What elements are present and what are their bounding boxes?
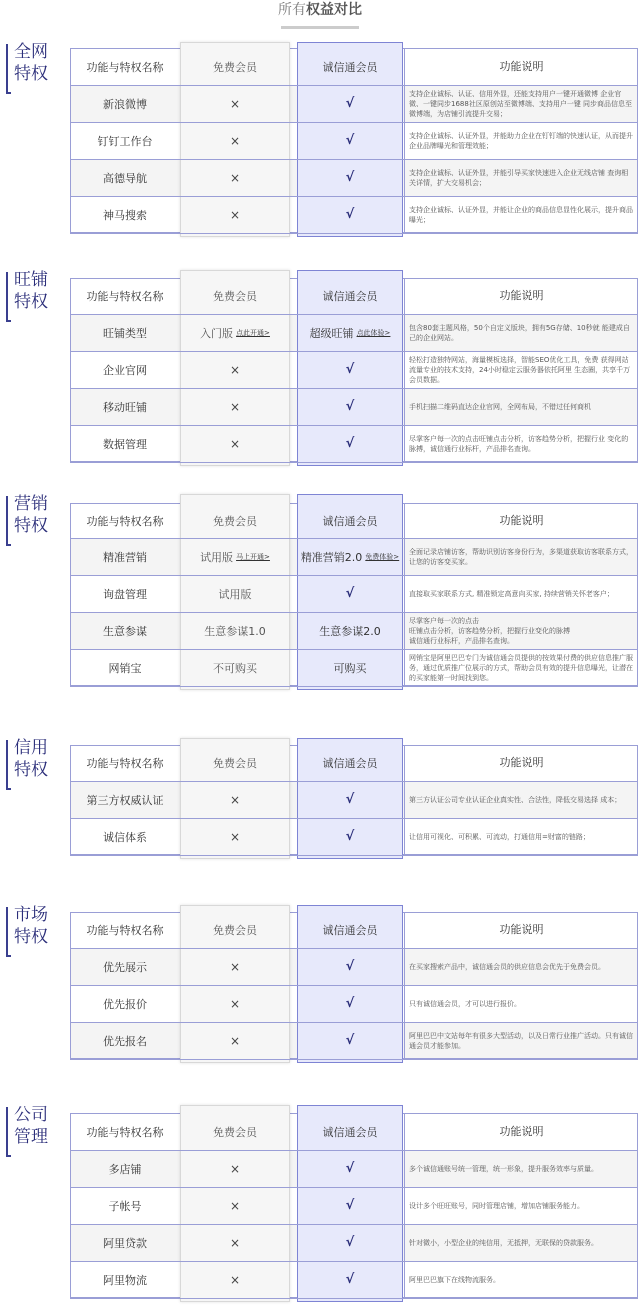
vip-cell bbox=[297, 649, 403, 686]
free-link[interactable]: 马上开通> bbox=[236, 552, 270, 561]
check-mark: √ bbox=[345, 829, 355, 844]
check-mark: √ bbox=[345, 362, 355, 377]
section-label-line1: 全网 bbox=[14, 42, 48, 62]
check-mark: √ bbox=[345, 170, 355, 185]
section-label bbox=[6, 270, 54, 324]
section-label-line2: 特权 bbox=[14, 64, 48, 84]
table-row bbox=[70, 948, 638, 985]
free-value: 入门版 bbox=[200, 326, 234, 340]
cross-mark: × bbox=[229, 436, 241, 451]
feature-name: 优先展示 bbox=[103, 960, 147, 974]
section-label bbox=[6, 42, 54, 96]
label-bracket bbox=[6, 907, 11, 957]
free-cell bbox=[180, 538, 290, 575]
feature-description: 尽掌客户每一次的点击旺铺点击分析，访客趋势分析，把握行业 变化的脉搏，诚信通行业标杆，产品排名查询。 bbox=[409, 434, 629, 453]
feature-name: 第三方权威认证 bbox=[86, 793, 164, 807]
vip-cell bbox=[297, 1150, 403, 1187]
table-row bbox=[70, 1150, 638, 1187]
check-mark: √ bbox=[345, 399, 355, 414]
feature-name: 精准营销 bbox=[103, 550, 147, 564]
vip-cell bbox=[297, 948, 403, 985]
header-free: 免费会员 bbox=[213, 757, 257, 770]
vip-cell bbox=[297, 159, 403, 196]
header-vip: 诚信通会员 bbox=[322, 1125, 378, 1139]
check-mark: √ bbox=[345, 1161, 355, 1176]
vip-value: 生意参谋2.0 bbox=[319, 624, 381, 638]
check-mark: √ bbox=[345, 586, 355, 601]
feature-name: 询盘管理 bbox=[103, 587, 147, 601]
feature-description: 包含80套主题风格，50个自定义版块，拥有5G存储、10秒就 能建成自己的企业网站。 bbox=[409, 323, 630, 342]
feature-description: 多个诚信通账号统一管理，统一形象，提升服务效率与质量。 bbox=[409, 1164, 598, 1173]
free-cell bbox=[180, 1187, 290, 1224]
free-cell bbox=[180, 314, 290, 351]
table-row bbox=[70, 1224, 638, 1261]
header-free: 免费会员 bbox=[213, 60, 257, 74]
page-title bbox=[0, 0, 640, 20]
label-bracket bbox=[6, 272, 11, 322]
free-cell bbox=[180, 85, 290, 122]
vip-cell bbox=[297, 612, 403, 649]
cross-mark: × bbox=[229, 207, 241, 222]
header-vip: 诚信通会员 bbox=[322, 757, 378, 770]
table-row bbox=[70, 649, 638, 686]
feature-description: 设计多个旺旺账号，同时管理店铺，增加店铺服务能力。 bbox=[409, 1201, 584, 1210]
table-header-row bbox=[70, 1113, 638, 1150]
table-row bbox=[70, 159, 638, 196]
feature-description: 支持企业诚标、认证外显，并能引导买家快速进入企业无线店铺 查询相关详情，扩大交易机会； bbox=[409, 168, 629, 187]
free-cell bbox=[180, 612, 290, 649]
row-divider bbox=[70, 233, 638, 234]
header-name: 功能与特权名称 bbox=[86, 514, 164, 528]
feature-name: 移动旺铺 bbox=[103, 400, 147, 414]
header-free: 免费会员 bbox=[213, 1125, 257, 1139]
table-row bbox=[70, 781, 638, 818]
feature-description: 阿里巴巴旗下在线物流服务。 bbox=[409, 1275, 500, 1284]
table-row bbox=[70, 1022, 638, 1059]
feature-name: 新浪微博 bbox=[103, 97, 147, 111]
cross-mark: × bbox=[229, 399, 241, 414]
free-cell bbox=[180, 575, 290, 612]
section-label bbox=[6, 738, 54, 792]
feature-description: 全面记录店铺访客，帮助识别访客身份行为，多渠道获取访客联系方式，让您的访客变买家。 bbox=[409, 547, 633, 566]
feature-description: 支持企业诚标、认证外显，并能助力企业在钉钉端的快速认证，从而提升企业品牌曝光和管理效能； bbox=[409, 131, 633, 150]
section-label-line1: 营销 bbox=[14, 494, 48, 514]
vip-value: 超级旺铺 bbox=[309, 326, 354, 340]
feature-name: 优先报价 bbox=[103, 997, 147, 1011]
table-row bbox=[70, 425, 638, 462]
free-value: 试用版 bbox=[218, 587, 252, 601]
header-name: 功能与特权名称 bbox=[86, 60, 164, 74]
header-desc: 功能说明 bbox=[499, 59, 544, 73]
section-label-line1: 旺铺 bbox=[14, 270, 48, 290]
cross-mark: × bbox=[229, 1235, 241, 1250]
check-mark: √ bbox=[345, 1235, 355, 1250]
header-desc: 功能说明 bbox=[499, 923, 544, 936]
vip-value: 精准营销2.0 bbox=[300, 550, 363, 564]
cross-mark: × bbox=[229, 792, 241, 807]
check-mark: √ bbox=[345, 436, 355, 451]
free-cell bbox=[180, 985, 290, 1022]
table-row bbox=[70, 85, 638, 122]
feature-name: 阿里物流 bbox=[103, 1273, 147, 1287]
feature-description: 第三方认证公司专业认证企业真实性、合法性，降低交易选择 成本； bbox=[409, 795, 622, 804]
header-free: 免费会员 bbox=[213, 290, 257, 303]
vip-link[interactable]: 点此体验> bbox=[356, 328, 391, 337]
free-cell bbox=[180, 649, 290, 686]
cross-mark: × bbox=[229, 1033, 241, 1048]
page-title-prefix: 所有 bbox=[278, 2, 306, 18]
feature-name: 高德导航 bbox=[103, 171, 147, 185]
table-row bbox=[70, 388, 638, 425]
cross-mark: × bbox=[229, 170, 241, 185]
section-label-line1: 信用 bbox=[14, 738, 48, 758]
page-title-bold: 权益对比 bbox=[306, 2, 362, 18]
vip-cell bbox=[297, 1261, 403, 1298]
table-row bbox=[70, 818, 638, 855]
header-name: 功能与特权名称 bbox=[86, 1125, 164, 1139]
feature-description: 网销宝是阿里巴巴专门为诚信通会员提供的按效果付费的供应信息推广服务，通过优质推广位展示的方式，帮助会员有效的提升信息曝光，让潜在的买家能第一时间找到您。 bbox=[409, 653, 633, 682]
table-row bbox=[70, 1261, 638, 1298]
table-row bbox=[70, 612, 638, 649]
header-free: 免费会员 bbox=[213, 514, 257, 528]
section-label-line2: 管理 bbox=[14, 1127, 48, 1147]
row-divider bbox=[70, 855, 638, 856]
table-row bbox=[70, 314, 638, 351]
header-desc: 功能说明 bbox=[499, 756, 544, 769]
header-name: 功能与特权名称 bbox=[86, 290, 164, 303]
vip-cell bbox=[297, 85, 403, 122]
feature-description: 支持企业诚标、认证外显，并能让企业的商品信息显性化展示，提升商品曝光； bbox=[409, 205, 633, 224]
header-desc: 功能说明 bbox=[499, 513, 544, 527]
vip-cell bbox=[297, 122, 403, 159]
free-cell bbox=[180, 1150, 290, 1187]
free-cell bbox=[180, 351, 290, 388]
free-value: 试用版 bbox=[200, 550, 234, 564]
cross-mark: × bbox=[229, 362, 241, 377]
header-desc: 功能说明 bbox=[499, 289, 544, 302]
vip-cell bbox=[297, 1187, 403, 1224]
feature-name: 数据管理 bbox=[103, 437, 147, 451]
row-divider bbox=[70, 686, 638, 687]
label-bracket bbox=[6, 740, 11, 790]
table-row bbox=[70, 575, 638, 612]
feature-name: 旺铺类型 bbox=[103, 326, 147, 340]
table-header-row bbox=[70, 278, 638, 314]
vip-cell bbox=[297, 388, 403, 425]
feature-description: 针对微小，小型企业的纯信用，无抵押，无联保的贷款服务。 bbox=[409, 1238, 598, 1247]
check-mark: √ bbox=[345, 792, 355, 807]
free-cell bbox=[180, 425, 290, 462]
cross-mark: × bbox=[229, 96, 241, 111]
vip-cell bbox=[297, 818, 403, 855]
row-divider bbox=[70, 462, 638, 463]
feature-name: 网销宝 bbox=[108, 661, 142, 675]
header-name: 功能与特权名称 bbox=[86, 757, 164, 770]
cross-mark: × bbox=[229, 1272, 241, 1287]
free-cell bbox=[180, 196, 290, 233]
free-cell bbox=[180, 122, 290, 159]
header-vip: 诚信通会员 bbox=[322, 60, 378, 74]
feature-name: 多店铺 bbox=[108, 1162, 142, 1176]
free-cell bbox=[180, 159, 290, 196]
cross-mark: × bbox=[229, 1161, 241, 1176]
check-mark: √ bbox=[345, 996, 355, 1011]
table-row bbox=[70, 538, 638, 575]
check-mark: √ bbox=[345, 207, 355, 222]
section-label bbox=[6, 905, 54, 959]
label-bracket bbox=[6, 1107, 11, 1157]
vip-cell bbox=[297, 196, 403, 233]
section-label-line2: 特权 bbox=[14, 760, 48, 780]
free-cell bbox=[180, 1261, 290, 1298]
check-mark: √ bbox=[345, 959, 355, 974]
header-free: 免费会员 bbox=[213, 924, 257, 937]
vip-cell bbox=[297, 781, 403, 818]
header-name: 功能与特权名称 bbox=[86, 924, 164, 937]
row-divider bbox=[70, 1059, 638, 1060]
vip-link[interactable]: 免费体验> bbox=[365, 552, 400, 561]
header-vip: 诚信通会员 bbox=[322, 924, 378, 937]
feature-description: 直接取买家联系方式, 精准锁定高意向买家, 持续营销关怀老客户； bbox=[409, 589, 614, 598]
feature-name: 企业官网 bbox=[103, 363, 147, 377]
feature-description: 只有诚信通会员，才可以进行报价。 bbox=[409, 999, 521, 1008]
table-header-row bbox=[70, 48, 638, 85]
vip-cell bbox=[297, 985, 403, 1022]
check-mark: √ bbox=[345, 96, 355, 111]
table-header-row bbox=[70, 912, 638, 948]
vip-cell bbox=[297, 1224, 403, 1261]
table-row bbox=[70, 985, 638, 1022]
vip-cell bbox=[297, 538, 403, 575]
free-cell bbox=[180, 781, 290, 818]
feature-description: 尽掌客户每一次的点击 旺铺点击分析，访客趋势分析，把握行业变化的脉搏 诚信通行业标杆，产品排名查询。 bbox=[409, 616, 570, 645]
table-header-row bbox=[70, 745, 638, 781]
check-mark: √ bbox=[345, 1272, 355, 1287]
section-label bbox=[6, 1105, 54, 1159]
cross-mark: × bbox=[229, 959, 241, 974]
feature-description: 在买家搜索产品中，诚信通会员的供应信息会优先于免费会员。 bbox=[409, 962, 605, 971]
feature-name: 优先报名 bbox=[103, 1034, 147, 1048]
feature-name: 生意参谋 bbox=[103, 624, 147, 638]
table-row bbox=[70, 196, 638, 233]
feature-description: 阿里巴巴中文站每年有很多大型活动，以及日常行业推广活动。只有诚信通会员才能参加。 bbox=[409, 1031, 633, 1050]
section-label-line2: 特权 bbox=[14, 927, 48, 947]
label-bracket bbox=[6, 496, 11, 546]
free-cell bbox=[180, 388, 290, 425]
header-vip: 诚信通会员 bbox=[322, 514, 378, 528]
free-value: 生意参谋1.0 bbox=[204, 624, 266, 638]
check-mark: √ bbox=[345, 1198, 355, 1213]
header-vip: 诚信通会员 bbox=[322, 290, 378, 303]
free-cell bbox=[180, 818, 290, 855]
check-mark: √ bbox=[345, 1033, 355, 1048]
cross-mark: × bbox=[229, 996, 241, 1011]
feature-description: 让信用可视化、可积累、可流动，打通信用=财富的链路； bbox=[409, 832, 590, 841]
vip-cell bbox=[297, 425, 403, 462]
section-label-line2: 特权 bbox=[14, 292, 48, 312]
section-label-line1: 市场 bbox=[14, 905, 48, 925]
cross-mark: × bbox=[229, 133, 241, 148]
vip-cell bbox=[297, 1022, 403, 1059]
section-label-line2: 特权 bbox=[14, 516, 48, 536]
check-mark: √ bbox=[345, 133, 355, 148]
row-divider bbox=[70, 1298, 638, 1299]
feature-description: 支持企业诚标、认证、信用外显，还能支持用户一键开通微博 企业官微、一键同步1688社区原创站至微博端、支持用户一键 同步商品信息至微博端，为店铺引流提升交易； bbox=[409, 89, 633, 118]
label-bracket bbox=[6, 44, 11, 94]
vip-cell bbox=[297, 575, 403, 612]
table-row bbox=[70, 351, 638, 388]
table-row bbox=[70, 122, 638, 159]
header-desc: 功能说明 bbox=[499, 1124, 544, 1138]
table-header-row bbox=[70, 503, 638, 538]
feature-name: 诚信体系 bbox=[103, 830, 147, 844]
vip-cell bbox=[297, 351, 403, 388]
table-row bbox=[70, 1187, 638, 1224]
cross-mark: × bbox=[229, 1198, 241, 1213]
cross-mark: × bbox=[229, 829, 241, 844]
vip-value: 可购买 bbox=[333, 661, 367, 675]
section-label bbox=[6, 494, 54, 548]
feature-name: 神马搜索 bbox=[103, 208, 147, 222]
free-cell bbox=[180, 948, 290, 985]
feature-description: 手机扫描二维码直达企业官网，全网布局，不错过任何商机 bbox=[409, 402, 591, 411]
free-value: 不可购买 bbox=[213, 661, 257, 675]
feature-name: 子帐号 bbox=[108, 1199, 142, 1213]
vip-cell bbox=[297, 314, 403, 351]
free-cell bbox=[180, 1022, 290, 1059]
free-link[interactable]: 点此开通> bbox=[236, 328, 270, 337]
title-underline bbox=[281, 26, 359, 29]
section-label-line1: 公司 bbox=[14, 1105, 48, 1125]
feature-name: 钉钉工作台 bbox=[97, 134, 153, 148]
free-cell bbox=[180, 1224, 290, 1261]
feature-description: 轻松打造独特网站，海量模板选择，智能SEO优化工具，免费 获得网站流量专业的技术支持，24小时稳定云服务器依托阿里 生态圈，共享千万会员数据。 bbox=[409, 355, 631, 384]
feature-name: 阿里贷款 bbox=[103, 1236, 147, 1250]
